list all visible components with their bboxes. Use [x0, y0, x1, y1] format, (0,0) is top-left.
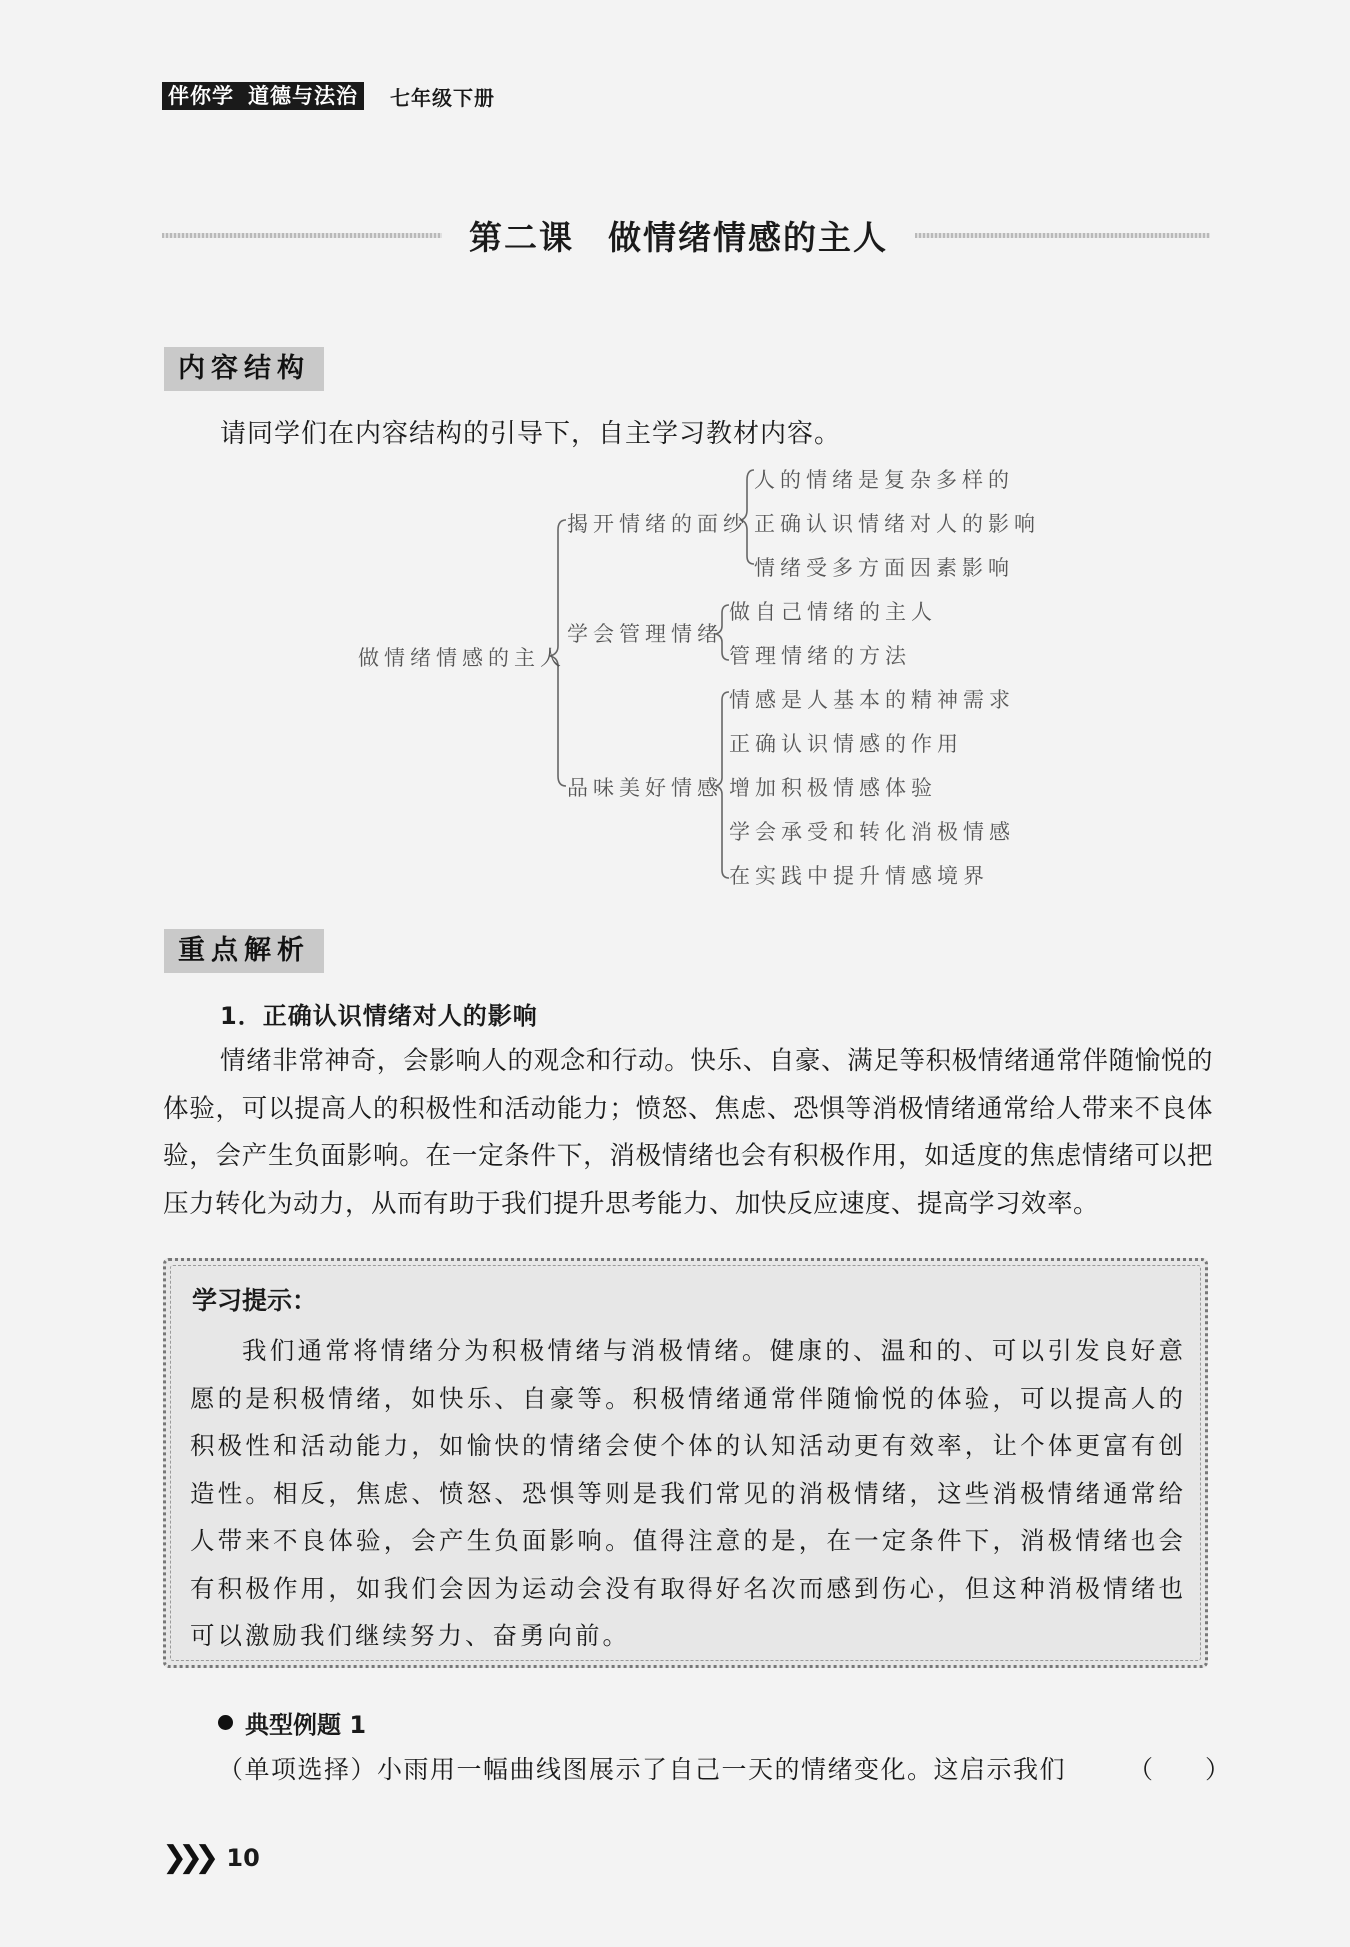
- series-name: 伴你学: [168, 84, 234, 108]
- example-question: （单项选择）小雨用一幅曲线图展示了自己一天的情绪变化。这启示我们: [218, 1755, 1067, 1784]
- page-footer: [162, 1840, 260, 1875]
- section-label-structure: 内容结构: [164, 347, 324, 391]
- structure-intro: 请同学们在内容结构的引导下，自主学习教材内容。: [220, 419, 842, 449]
- section-label-analysis: 重点解析: [164, 929, 324, 973]
- tree-leaf: 做自己情绪的主人: [729, 600, 937, 624]
- tree-leaf: 增加积极情感体验: [729, 776, 937, 800]
- tree-leaf: 人的情绪是复杂多样的: [754, 468, 1014, 492]
- tree-branch-3: 品味美好情感: [567, 776, 723, 800]
- title-rule-left: [162, 233, 442, 238]
- tree-leaf: 情绪受多方面因素影响: [754, 556, 1014, 580]
- triple-chevron-icon: ❯❯❯: [162, 1840, 211, 1875]
- answer-blank: [1128, 1750, 1230, 1786]
- answer-paren-open: （: [1128, 1755, 1154, 1784]
- subject-name: 道德与法治: [248, 84, 358, 108]
- example-label: 典型例题 1: [245, 1711, 367, 1739]
- point-1-paragraph: 情绪非常神奇，会影响人的观念和行动。快乐、自豪、满足等积极情绪通常伴随愉悦的体验，可以提高人的积极性和活动能力；愤怒、焦虑、恐惧等消极情绪通常给人带来不良体验，会产生负面影响。在一定条件下，消极情绪也会有积极作用，如适度的焦虑情绪可以把压力转化为动力，从而有助于我们提升思考能力、加快反应速度、提高学习效率。: [163, 1046, 1213, 1219]
- tree-leaf: 管理情绪的方法: [729, 644, 911, 668]
- lesson-name: 做情绪情感的主人: [608, 218, 888, 257]
- running-header: [162, 82, 495, 110]
- title-rule-right: [915, 233, 1210, 238]
- point-1-heading: 1．正确认识情绪对人的影响: [220, 1002, 538, 1030]
- tree-leaf: 在实践中提升情感境界: [729, 864, 989, 888]
- tree-leaf: 学会承受和转化消极情感: [729, 820, 1015, 844]
- bullet-icon: [218, 1715, 233, 1730]
- tree-leaf: 情感是人基本的精神需求: [729, 688, 1015, 712]
- tree-leaf: 正确认识情感的作用: [729, 732, 963, 756]
- tree-branch-2: 学会管理情绪: [567, 622, 723, 646]
- answer-paren-close: ）: [1205, 1755, 1231, 1784]
- example-heading: [218, 1705, 366, 1740]
- study-tip-box: [163, 1258, 1208, 1668]
- study-tip-title: 学习提示：: [192, 1286, 318, 1315]
- tree-leaf: 正确认识情绪对人的影响: [754, 512, 1040, 536]
- lesson-number: 第二课: [469, 218, 574, 257]
- study-tip-text: 我们通常将情绪分为积极情绪与消极情绪。健康的、温和的、可以引发良好意愿的是积极情绪，如快乐、自豪等。积极情绪通常伴随愉悦的体验，可以提高人的积极性和活动能力，如愉快的情绪会使个体的认知活动更有效率，让个体更富有创造性。相反，焦虑、愤怒、恐惧等则是我们常见的消极情绪，这些消极情绪通常给人带来不良体验，会产生负面影响。值得注意的是，在一定条件下，消极情绪也会有积极作用，如我们会因为运动会没有取得好名次而感到伤心，但这种消极情绪也可以激励我们继续努力、奋勇向前。: [190, 1336, 1186, 1650]
- lesson-title: [442, 212, 915, 259]
- book-series-badge: [162, 82, 364, 110]
- grade-label: 七年级下册: [390, 85, 495, 110]
- tree-branch-1: 揭开情绪的面纱: [567, 512, 749, 536]
- tree-root: 做情绪情感的主人: [358, 646, 566, 670]
- page-number: 10: [226, 1843, 260, 1872]
